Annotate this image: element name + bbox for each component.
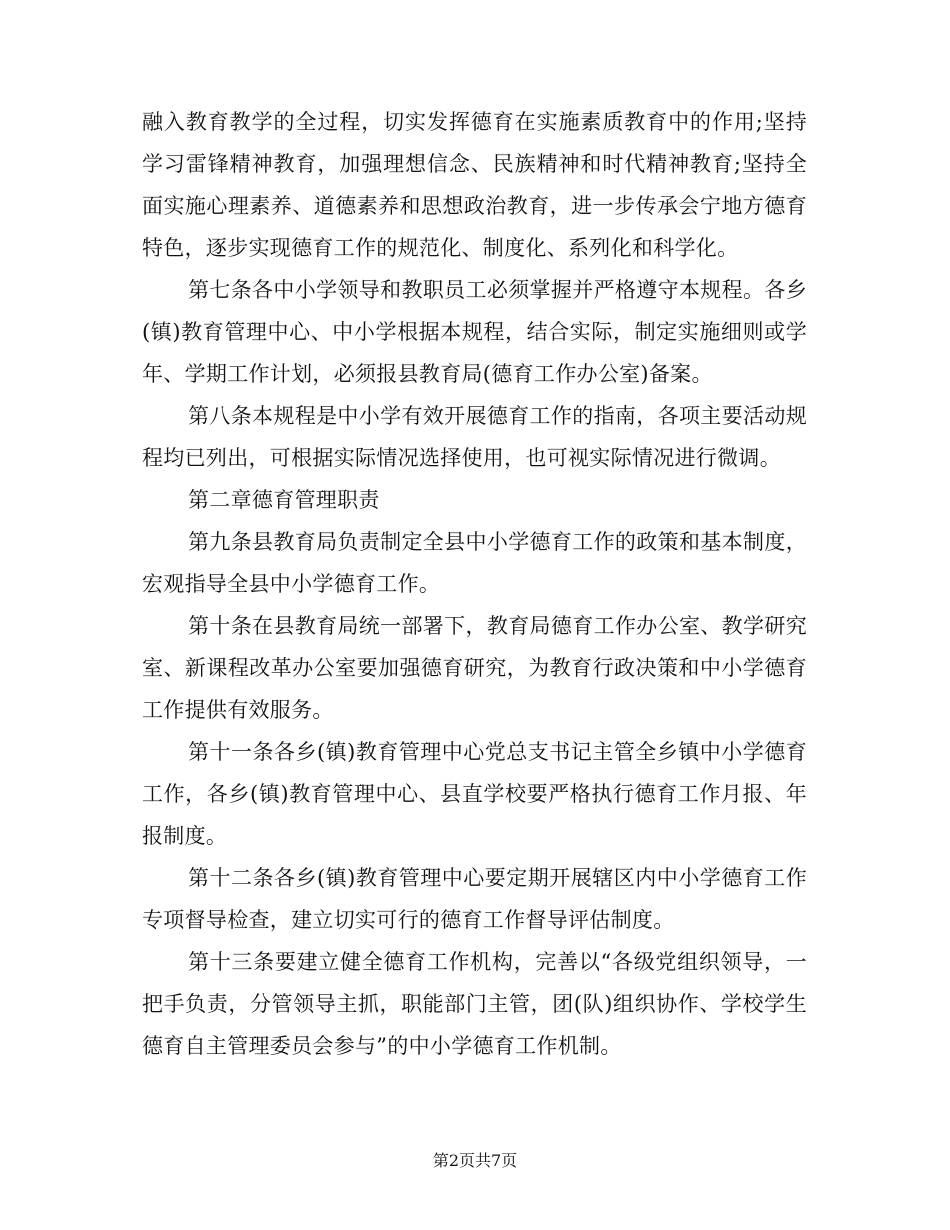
paragraph-article-10: 第十条在县教育局统一部署下，教育局德育工作办公室、教学研究室、新课程改革办公室要加强德育研究，为教育行政决策和中小学德育工作提供有效服务。 [142,614,807,722]
document-body [142,101,807,1067]
page-number: 第2页共7页 [432,1151,518,1170]
paragraph-article-13: 第十三条要建立健全德育工作机构，完善以“各级党组织领导，一把手负责，分管领导主抓，职能部门主管，团(队)组织协作、学校学生德育自主管理委员会参与”的中小学德育工作机制。 [142,950,807,1058]
paragraph-article-11: 第十一条各乡(镇)教育管理中心党总支书记主管全乡镇中小学德育工作，各乡(镇)教育管理中心、县直学校要严格执行德育工作月报、年报制度。 [142,740,807,848]
chapter-heading: 第二章德育管理职责 [188,488,380,512]
paragraph-article-7: 第七条各中小学领导和教职员工必须掌握并严格遵守本规程。各乡(镇)教育管理中心、中小学根据本规程，结合实际，制定实施细则或学年、学期工作计划，必须报县教育局(德育工作办公室)备案。 [142,278,807,386]
paragraph-article-9: 第九条县教育局负责制定全县中小学德育工作的政策和基本制度，宏观指导全县中小学德育工作。 [142,530,807,596]
paragraph-continuation: 融入教育教学的全过程，切实发挥德育在实施素质教育中的作用;坚持学习雷锋精神教育，加强理想信念、民族精神和时代精神教育;坚持全面实施心理素养、道德素养和思想政治教育，进一步传承会宁地方德育特色，逐步实现德育工作的规范化、制度化、系列化和科学化。 [142,110,807,260]
paragraph-article-12: 第十二条各乡(镇)教育管理中心要定期开展辖区内中小学德育工作专项督导检查，建立切实可行的德育工作督导评估制度。 [142,866,807,932]
paragraph-article-8: 第八条本规程是中小学有效开展德育工作的指南，各项主要活动规程均已列出，可根据实际情况选择使用，也可视实际情况进行微调。 [142,404,807,470]
